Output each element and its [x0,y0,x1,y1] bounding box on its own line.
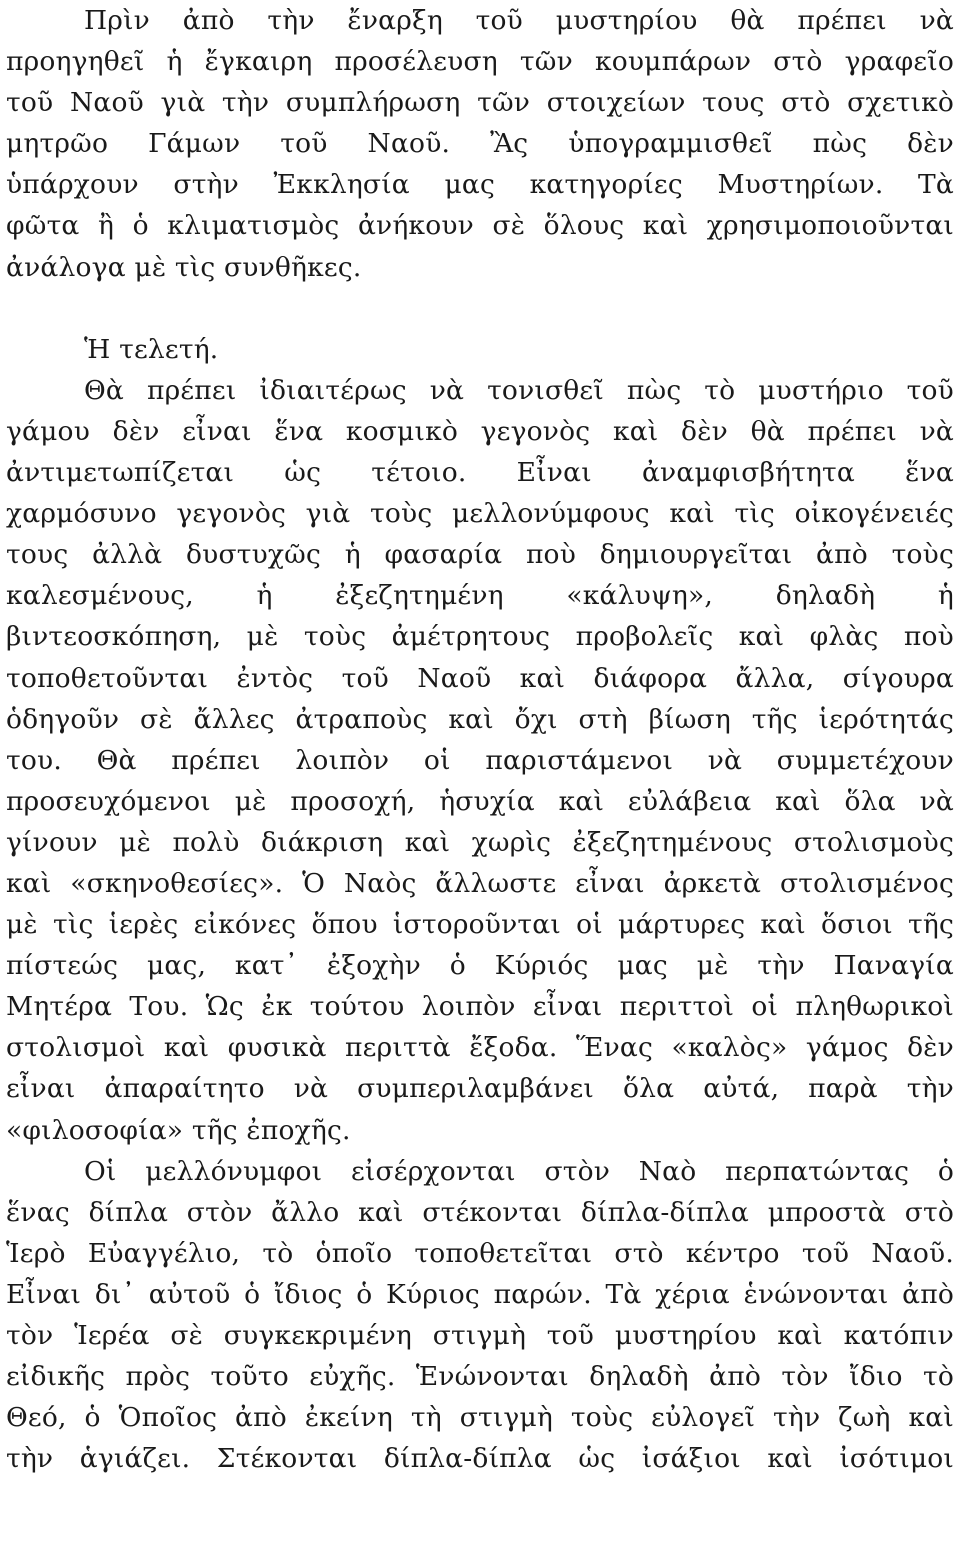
paragraph-intro [6,0,954,288]
text-line: γάμου δὲν εἶναι ἕνα κοσμικὸ γεγονὸς καὶ δὲν θὰ πρέπει νὰ [6,415,954,447]
text-line: τους ἀλλὰ δυστυχῶς ἡ φασαρία ποὺ δημιουργεῖται ἀπὸ τοὺς [6,539,954,571]
text-line: Θὰ πρέπει ἰδιαιτέρως νὰ τονισθεῖ πὼς τὸ μυστήριο τοῦ [84,374,954,406]
text-line: εἰδικῆς πρὸς τοῦτο εὐχῆς. Ἑνώνονται δηλαδὴ ἀπὸ τὸν ἴδιο τὸ [6,1361,954,1393]
text-line: καλεσμένους, ἡ ἐξεζητημένη «κάλυψη», δηλαδὴ ἡ [6,580,954,612]
text-line: του. Θὰ πρέπει λοιπὸν οἱ παριστάμενοι νὰ συμμετέχουν [6,744,954,776]
text-line: τὸν Ἱερέα σὲ συγκεκριμένη στιγμὴ τοῦ μυστηρίου καὶ κατόπιν [6,1320,954,1351]
text-line: ἕνας δίπλα στὸν ἄλλο καὶ στέκονται δίπλα-δίπλα μπροστὰ στὸ [6,1196,954,1228]
text-line: βιντεοσκόπηση, μὲ τοὺς ἀμέτρητους προβολεῖς καὶ φλὰς ποὺ [6,621,954,653]
text-line: φῶτα ἢ ὁ κλιματισμὸς ἀνήκουν σὲ ὅλους καὶ χρησιμοποιοῦνται [6,210,954,242]
text-line: «φιλοσοφία» τῆς ἐποχῆς. [6,1114,351,1146]
text-line: προηγηθεῖ ἡ ἔγκαιρη προσέλευση τῶν κουμπάρων στὸ γραφεῖο [6,46,954,78]
text-line: χαρμόσυνο γεγονὸς γιὰ τοὺς μελλονύμφους καὶ τὶς οἰκογένειές [6,498,954,530]
text-line: προσευχόμενοι μὲ προσοχή, ἡσυχία καὶ εὐλάβεια καὶ ὅλα νὰ [6,785,954,817]
text-line: Εἶναι δι᾽ αὐτοῦ ὁ ἴδιος ὁ Κύριος παρών. Τὰ χέρια ἑνώνονται ἀπὸ [6,1278,954,1310]
text-line: ἀντιμετωπίζεται ὡς τέτοιο. Εἶναι ἀναμφισβήτητα ἕνα [6,457,954,489]
text-line: Πρὶν ἀπὸ τὴν ἔναρξη τοῦ μυστηρίου θὰ πρέπει νὰ [84,5,954,36]
text-line: τοῦ Ναοῦ γιὰ τὴν συμπλήρωση τῶν στοιχείων τους στὸ σχετικὸ [6,87,954,119]
paragraph-gap [6,288,954,329]
text-line: Μητέρα Του. Ὡς ἐκ τούτου λοιπὸν εἶναι περιττοὶ οἱ πληθωρικοὶ [6,991,954,1023]
text-line: καὶ «σκηνοθεσίες». Ὁ Ναὸς ἄλλωστε εἶναι ἀρκετὰ στολισμένος [6,867,954,899]
text-line: ὑπάρχουν στὴν Ἐκκλησία μας κατηγορίες Μυστηρίων. Τὰ [6,169,954,201]
text-line: ὁδηγοῦν σὲ ἄλλες ἀτραποὺς καὶ ὄχι στὴ βίωση τῆς ἱερότητάς [6,703,954,735]
text-line: πίστεώς μας, κατ᾽ ἐξοχὴν ὁ Κύριός μας μὲ τὴν Παναγία [6,950,954,982]
document-page [6,0,954,1554]
text-line: τὴν ἁγιάζει. Στέκονται δίπλα-δίπλα ὡς ἰσάξιοι καὶ ἰσότιμοι [6,1443,954,1475]
text-line: Ἱερὸ Εὐαγγέλιο, τὸ ὁποῖο τοποθετεῖται στὸ κέντρο τοῦ Ναοῦ. [6,1237,954,1269]
text-line: τοποθετοῦνται ἐντὸς τοῦ Ναοῦ καὶ διάφορα ἄλλα, σίγουρα [6,662,954,694]
text-line: γίνουν μὲ πολὺ διάκριση καὶ χωρὶς ἐξεζητημένους στολισμοὺς [6,826,954,858]
text-line: στολισμοὶ καὶ φυσικὰ περιττὰ ἔξοδα. Ἕνας «καλὸς» γάμος δὲν [6,1032,954,1064]
text-line: μὲ τὶς ἱερὲς εἰκόνες ὅπου ἱστοροῦνται οἱ μάρτυρες καὶ ὅσιοι τῆς [6,909,954,941]
paragraph-ceremony [6,370,954,1151]
text-line: ἀνάλογα μὲ τὶς συνθῆκες. [6,251,362,283]
paragraph-entrance [6,1151,954,1480]
text-line: Θεό, ὁ Ὁποῖος ἀπὸ ἐκείνη τὴ στιγμὴ τοὺς εὐλογεῖ τὴν ζωὴ καὶ [6,1402,954,1434]
text-line: εἶναι ἀπαραίτητο νὰ συμπεριλαμβάνει ὅλα αὐτά, παρὰ τὴν [6,1073,954,1105]
text-line: μητρῶο Γάμων τοῦ Ναοῦ. Ἂς ὑπογραμμισθεῖ πὼς δὲν [6,128,954,160]
section-heading: Ἡ τελετή. [84,333,219,365]
text-line: Οἱ μελλόνυμφοι εἰσέρχονται στὸν Ναὸ περπατώντας ὁ [84,1155,954,1187]
